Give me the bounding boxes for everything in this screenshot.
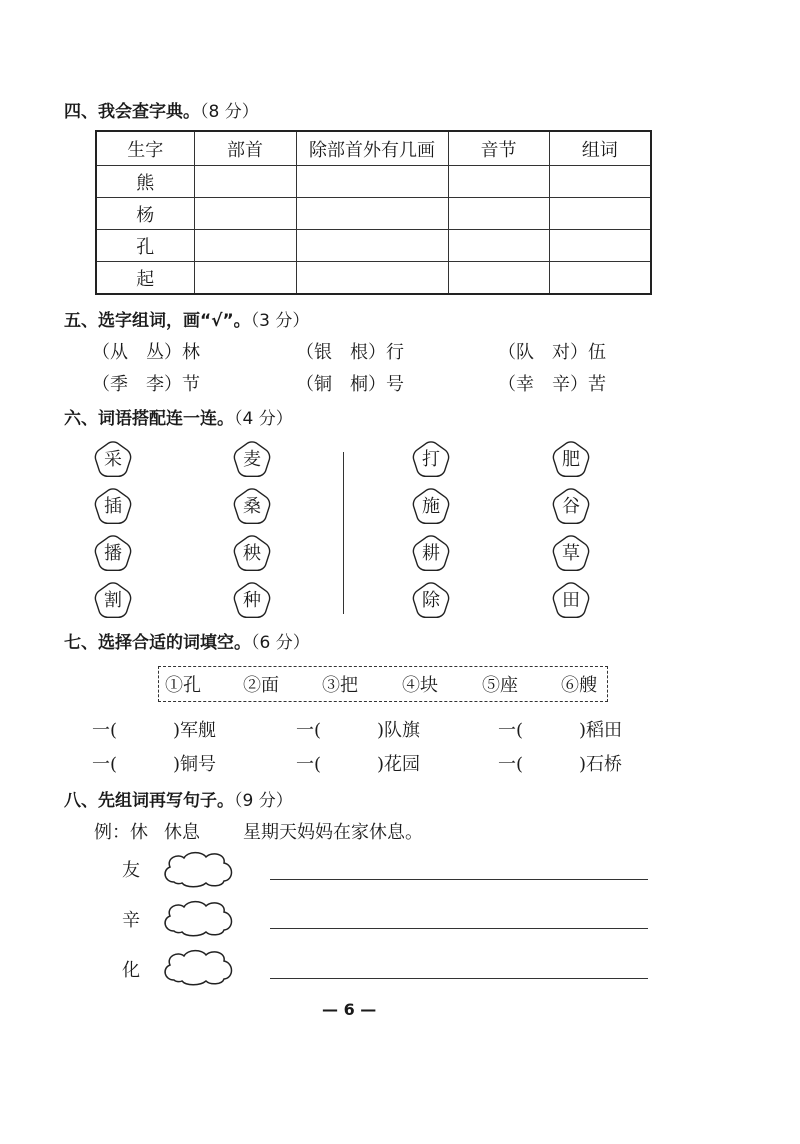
prompt-char: 辛 [122, 910, 140, 931]
match-char-flower[interactable] [410, 439, 452, 481]
match-char: 施 [422, 496, 440, 517]
choice-item[interactable]: （银 根）行 [296, 342, 404, 363]
match-char-flower[interactable] [231, 580, 273, 622]
header-cell: 组词 [549, 131, 651, 166]
example-label: 例：休 [94, 822, 148, 843]
answer-cell[interactable] [296, 262, 448, 295]
match-char: 田 [562, 590, 580, 611]
choice-item[interactable]: （季 李）节 [92, 374, 200, 395]
section-4-heading: 四、我会查字典。 [64, 102, 200, 122]
prompt-char: 化 [122, 960, 140, 981]
char-cell: 孔 [96, 230, 194, 262]
match-char: 谷 [562, 496, 580, 517]
match-char: 播 [104, 543, 122, 564]
match-char-flower[interactable] [410, 533, 452, 575]
match-char: 耕 [422, 543, 440, 564]
fill-blank-item[interactable] [92, 716, 216, 742]
match-char-flower[interactable] [550, 486, 592, 528]
blank-suffix: )队旗 [377, 720, 421, 741]
match-char-flower[interactable] [550, 580, 592, 622]
match-char: 割 [104, 590, 122, 611]
match-char: 麦 [243, 449, 261, 470]
match-char-flower[interactable] [231, 533, 273, 575]
match-char: 桑 [243, 496, 261, 517]
word-option: ⑤座 [482, 675, 518, 696]
header-cell: 音节 [448, 131, 549, 166]
example-word: 休息 [164, 822, 200, 843]
cloud-answer-box[interactable] [160, 850, 236, 888]
section-5-heading: 五、选字组词，画“√”。 [64, 311, 251, 331]
answer-cell[interactable] [448, 166, 549, 198]
blank-prefix: 一( [296, 754, 322, 775]
blank-prefix: 一( [92, 754, 118, 775]
section-8-heading: 八、先组词再写句子。 [64, 791, 234, 811]
answer-cell[interactable] [194, 230, 296, 262]
word-option: ③把 [322, 675, 358, 696]
blank-prefix: 一( [92, 720, 118, 741]
match-char-flower[interactable] [92, 580, 134, 622]
match-char: 种 [243, 590, 261, 611]
answer-cell[interactable] [448, 198, 549, 230]
answer-cell[interactable] [448, 262, 549, 295]
answer-cell[interactable] [296, 198, 448, 230]
char-cell: 熊 [96, 166, 194, 198]
dictionary-table [95, 130, 652, 295]
match-char-flower[interactable] [231, 439, 273, 481]
answer-cell[interactable] [549, 166, 651, 198]
fill-blank-item[interactable] [296, 716, 420, 742]
sentence-answer-line[interactable] [270, 879, 648, 880]
char-cell: 杨 [96, 198, 194, 230]
choice-item[interactable]: （铜 桐）号 [296, 374, 404, 395]
answer-cell[interactable] [296, 230, 448, 262]
cloud-answer-box[interactable] [160, 948, 236, 986]
fill-blank-item[interactable] [498, 750, 622, 776]
blank-suffix: )石桥 [579, 754, 623, 775]
page-number: — 6 — [322, 1000, 377, 1019]
blank-suffix: )铜号 [173, 754, 217, 775]
word-option: ①孔 [165, 675, 201, 696]
section-6-points: （4 分） [234, 409, 293, 429]
blank-suffix: )花园 [377, 754, 421, 775]
table-row [96, 166, 651, 198]
table-row [96, 198, 651, 230]
table-row [96, 230, 651, 262]
match-char-flower[interactable] [92, 533, 134, 575]
match-char-flower[interactable] [92, 439, 134, 481]
header-cell: 除部首外有几画 [296, 131, 448, 166]
answer-cell[interactable] [549, 230, 651, 262]
sentence-answer-line[interactable] [270, 978, 648, 979]
match-char: 草 [562, 543, 580, 564]
prompt-char: 友 [122, 860, 140, 881]
match-char-flower[interactable] [231, 486, 273, 528]
match-char-flower[interactable] [410, 486, 452, 528]
word-options-box [158, 666, 608, 702]
answer-cell[interactable] [296, 166, 448, 198]
blank-prefix: 一( [498, 754, 524, 775]
section-5-title [64, 306, 309, 331]
fill-blank-item[interactable] [92, 750, 216, 776]
sentence-answer-line[interactable] [270, 928, 648, 929]
match-char-flower[interactable] [550, 533, 592, 575]
choice-item[interactable]: （队 对）伍 [498, 342, 606, 363]
match-char-flower[interactable] [410, 580, 452, 622]
section-8-points: （9 分） [234, 791, 293, 811]
section-6-heading: 六、词语搭配连一连。 [64, 409, 234, 429]
answer-cell[interactable] [194, 262, 296, 295]
match-char: 除 [422, 590, 440, 611]
section-7-points: （6 分） [251, 633, 310, 653]
match-char: 插 [104, 496, 122, 517]
blank-prefix: 一( [498, 720, 524, 741]
choice-item[interactable]: （从 丛）林 [92, 342, 200, 363]
word-option: ②面 [243, 675, 279, 696]
blank-suffix: )稻田 [579, 720, 623, 741]
match-char-flower[interactable] [92, 486, 134, 528]
word-option: ④块 [402, 675, 438, 696]
answer-cell[interactable] [549, 262, 651, 295]
answer-cell[interactable] [448, 230, 549, 262]
section-4-title [64, 97, 259, 122]
choice-item[interactable]: （幸 辛）苦 [498, 374, 606, 395]
column-divider [343, 452, 344, 614]
answer-cell[interactable] [194, 166, 296, 198]
blank-prefix: 一( [296, 720, 322, 741]
section-7-heading: 七、选择合适的词填空。 [64, 633, 251, 653]
table-header-row [96, 131, 651, 166]
fill-blank-item[interactable] [498, 716, 622, 742]
match-char: 肥 [562, 449, 580, 470]
match-char: 秧 [243, 543, 261, 564]
match-char-flower[interactable] [550, 439, 592, 481]
table-row [96, 262, 651, 295]
header-cell: 生字 [96, 131, 194, 166]
char-cell: 起 [96, 262, 194, 295]
section-5-points: （3 分） [250, 311, 310, 331]
section-8-title [64, 786, 293, 811]
section-6-title [64, 404, 293, 429]
section-4-points: （8 分） [200, 102, 259, 122]
blank-suffix: )军舰 [173, 720, 217, 741]
match-char: 采 [104, 449, 122, 470]
fill-blank-item[interactable] [296, 750, 420, 776]
answer-cell[interactable] [549, 198, 651, 230]
example-sentence: 星期天妈妈在家休息。 [243, 822, 423, 843]
word-option: ⑥艘 [561, 675, 597, 696]
section-7-title [64, 628, 310, 653]
match-char: 打 [422, 449, 440, 470]
header-cell: 部首 [194, 131, 296, 166]
answer-cell[interactable] [194, 198, 296, 230]
cloud-answer-box[interactable] [160, 899, 236, 937]
